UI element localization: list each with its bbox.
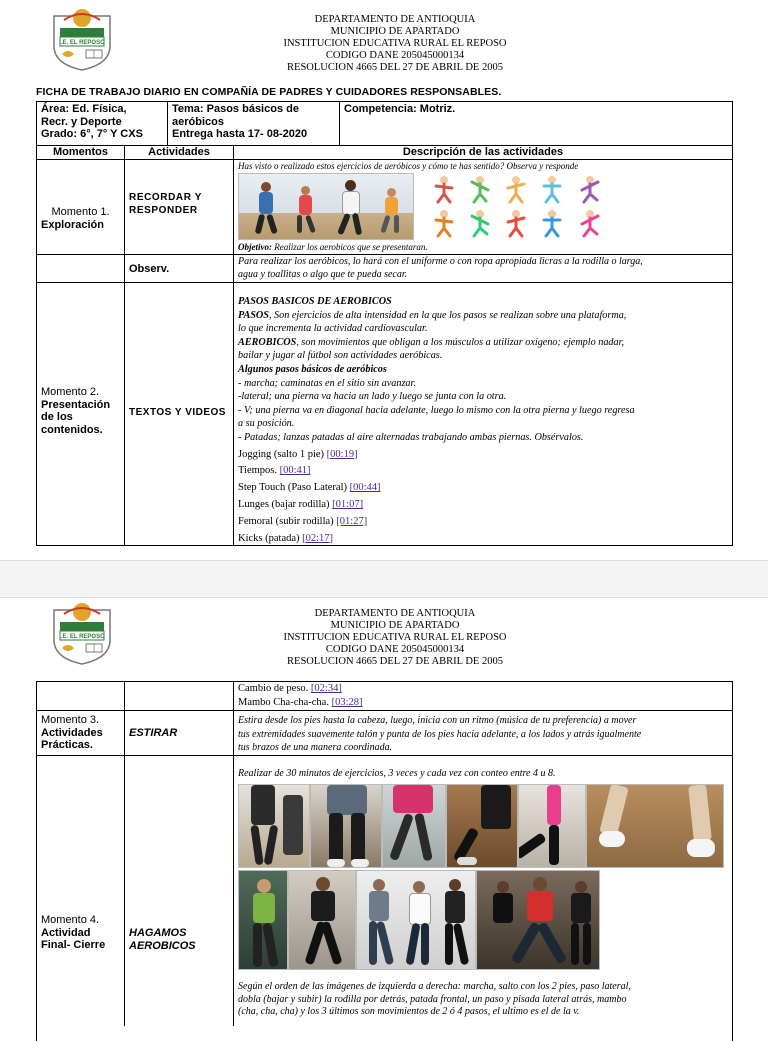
video-item — [238, 514, 728, 531]
video-timestamp-link[interactable]: [03:28] — [331, 697, 363, 708]
momento-3-cell — [37, 711, 125, 756]
school-logo — [46, 6, 118, 72]
continuation-videos — [234, 682, 732, 711]
momento-1-name: Exploración — [41, 218, 104, 231]
front-kick-photo — [518, 784, 586, 868]
momento-3-description — [234, 711, 732, 756]
content-heading: PASOS BASICOS DE AEROBICOS — [238, 296, 392, 307]
logo-text: I.E. EL REPOSO — [59, 634, 105, 640]
video-timestamp-link[interactable]: [01:27] — [336, 515, 368, 527]
momento-1-cell — [37, 160, 125, 255]
step-item: - Patadas; lanzas patadas al aire alternadas trabajando ambas piernas. Obsérvalos. — [238, 431, 584, 443]
momento-4-name: Final- Cierre — [41, 939, 106, 951]
momento-4-cell — [37, 756, 125, 1026]
grade-line: Grado: 6°, 7° Y CXS — [41, 128, 143, 140]
header-line: RESOLUCION 4665 DEL 27 DE ABRIL DE 2005 — [287, 656, 503, 667]
objetivo-line — [238, 242, 728, 253]
competencia-text: Competencia: Motriz. — [344, 103, 456, 115]
video-timestamp-link[interactable]: [00:41] — [279, 465, 311, 477]
momento-2-cell — [37, 283, 125, 545]
stretch-line: tus brazos de una manera coordinada. — [238, 742, 393, 754]
exercise-instructions: Realizar de 30 minutos de ejercicios, 3 veces y cada vez con conteo entre 4 u 8. — [238, 768, 556, 779]
momento-1-description — [234, 160, 732, 255]
momento-4-name: Actividad — [41, 926, 91, 939]
header-line: CODIGO DANE 205045000134 — [325, 644, 465, 655]
step-item: - V; una pierna va en diagonal hacia adelante, luego lo mismo con la otra pierna y luego regresa — [238, 404, 635, 416]
momento-4-label: Momento 4. — [41, 914, 100, 926]
worksheet-page-2 — [0, 596, 768, 1024]
activity-recordar — [125, 160, 234, 255]
school-logo — [46, 600, 118, 666]
pasos-term: PASOS — [238, 309, 269, 321]
march-photo — [238, 784, 310, 868]
competencia-cell — [340, 102, 732, 146]
header-line: RESOLUCION 4665 DEL 27 DE ABRIL DE 2005 — [287, 62, 503, 73]
video-label: Kicks (patada) — [238, 532, 303, 544]
video-item — [238, 696, 728, 710]
column-header-momentos: Momentos — [37, 146, 125, 160]
video-label: Step Touch (Paso Lateral) — [238, 482, 350, 494]
header-line: CODIGO DANE 205045000134 — [325, 50, 465, 61]
activity-line: RECORDAR Y — [129, 192, 203, 203]
mambo-photo — [238, 870, 288, 970]
due-date-line: Entrega hasta 17- 08-2020 — [172, 128, 308, 140]
step-move-photo-1 — [288, 870, 356, 970]
video-timestamp-link[interactable]: [00:19] — [326, 448, 358, 460]
continuation-empty-cell — [37, 682, 125, 711]
column-header-actividades: Actividades — [125, 146, 234, 160]
aerobicos-text: , son movimientos que obligan a los músculos a utilizar oxígeno; ejemplo nadar, — [296, 336, 625, 348]
sequence-line: Según el orden de las imágenes de izquierda a derecha: marcha, salto con los 2 pies, paso lateral, — [238, 981, 631, 992]
header-line: INSTITUCION EDUCATIVA RURAL EL REPOSO — [283, 632, 507, 643]
side-step-photo — [382, 784, 446, 868]
header-line: MUNICIPIO DE APARTADO — [330, 620, 460, 631]
objetivo-text: Realizar los aerobicos que se presentaran. — [272, 242, 428, 252]
sequence-line: dobla (bajar y subir) la rodilla por detrás, patada frontal, un paso y pisada lateral atrás, mambo — [238, 993, 627, 1005]
video-timestamp-link[interactable]: [02:34] — [310, 683, 342, 694]
worksheet-title: FICHA DE TRABAJO DIARIO EN COMPAÑÍA DE PADRES Y CUIDADORES RESPONSABLES. — [36, 86, 502, 98]
pasos-text: , Son ejercicios de alta intensidad en la que los pasos se realizan sobre una plataforma, — [268, 309, 627, 321]
video-item — [238, 531, 728, 545]
step-item: - marcha; caminatas en el sitio sin avanzar. — [238, 377, 416, 389]
aerobicos-term: AEROBICOS — [238, 336, 297, 348]
momento-4-description — [234, 756, 732, 1026]
video-item — [238, 463, 728, 480]
column-header-descripcion: Descripción de las actividades — [234, 146, 732, 160]
activity-line: HAGAMOS — [129, 927, 187, 939]
logo-text: I.E. EL REPOSO — [59, 40, 105, 46]
video-label: Lunges (bajar rodilla) — [238, 498, 333, 510]
video-label: Mambo Cha-cha-cha. — [238, 697, 332, 708]
sequence-explanation — [238, 981, 728, 1019]
momento-2-description — [234, 283, 732, 545]
page-separator — [0, 560, 768, 598]
step-item: -lateral; una pierna va hacia un lado y luego se junta con la otra. — [238, 391, 507, 403]
v-step-photo — [476, 870, 600, 970]
step-move-photo-2 — [356, 870, 476, 970]
objetivo-label: Objetivo: — [238, 242, 272, 252]
video-label: Tiempos. — [238, 465, 280, 477]
observ-line: agua y toallitas o algo que te pueda secar. — [238, 269, 408, 280]
video-timestamp-link[interactable]: [00:44] — [349, 482, 381, 494]
video-label: Cambio de peso. — [238, 683, 311, 694]
activity-textos-videos: TEXTOS Y VIDEOS — [125, 283, 234, 545]
activity-estirar: ESTIRAR — [125, 711, 234, 756]
basic-steps-heading: Algunos pasos básicos de aeróbicos — [238, 363, 387, 375]
institution-header — [230, 14, 560, 74]
tema-line: aeróbicos — [172, 115, 224, 128]
observ-text — [234, 255, 732, 283]
video-item — [238, 682, 728, 696]
video-label: Femoral (subir rodilla) — [238, 515, 337, 527]
momento-3-name: Actividades — [41, 726, 103, 739]
tema-cell — [168, 102, 340, 146]
exploration-question: Has visto o realizado estos ejercicios de aeróbicos y cómo te has sentido? Observa y responde — [238, 161, 579, 171]
header-line: MUNICIPIO DE APARTADO — [330, 26, 460, 37]
momento-2-label: Momento 2. — [41, 386, 100, 398]
aerobicos-definition — [238, 336, 728, 350]
sequence-line: (cha, cha, cha) y los 3 últimos son movimientos de 2 ó 4 pasos, el ultimo es el de la v. — [238, 1006, 580, 1017]
area-line: Área: Ed. Física, — [41, 103, 127, 115]
momento-3-name: Prácticas. — [41, 739, 93, 751]
video-item — [238, 480, 728, 497]
header-line: INSTITUCION EDUCATIVA RURAL EL REPOSO — [283, 38, 507, 49]
header-line: DEPARTAMENTO DE ANTIOQUIA — [314, 608, 476, 619]
video-timestamp-link[interactable]: [01:07] — [332, 498, 364, 510]
area-line: Recr. y Deporte — [41, 115, 122, 128]
video-timestamp-link[interactable]: [02:17] — [302, 532, 334, 544]
activity-line: AEROBICOS — [129, 939, 196, 952]
momento-2-name: contenidos. — [41, 423, 103, 436]
step-item: a su posición. — [238, 418, 295, 430]
knee-bend-photo — [446, 784, 518, 868]
institution-header — [230, 608, 560, 668]
observ-line: Para realizar los aeróbicos, lo hará con el uniforme o con ropa apropiada licras a la rodilla o larga, — [238, 256, 643, 267]
aerobicos-text: bailar y jugar al fútbol son actividades aeróbicas. — [238, 350, 443, 362]
header-line: DEPARTAMENTO DE ANTIOQUIA — [314, 14, 476, 25]
stretch-line: Estira desde los pies hasta la cabeza, luego, inicia con un ritmo (música de tu preferencia) a mover — [238, 715, 637, 726]
aerobics-class-photo — [238, 173, 414, 240]
area-cell — [37, 102, 168, 146]
momento-1-label: Momento 1. — [51, 206, 110, 218]
video-item — [238, 447, 728, 464]
continuation-empty-cell — [125, 682, 234, 711]
momento-2-name: de los — [41, 411, 73, 423]
activities-table-continued — [36, 681, 733, 1041]
observ-label: Observ. — [125, 255, 234, 283]
video-item — [238, 497, 728, 514]
video-label: Jogging (salto 1 pie) — [238, 448, 327, 460]
momento-2-name: Presentación — [41, 398, 111, 411]
activity-line: RESPONDER — [129, 204, 198, 216]
aerobics-cartoon-figures — [430, 174, 610, 240]
observ-empty-cell — [37, 255, 125, 283]
step-back-photo — [586, 784, 724, 868]
momento-3-label: Momento 3. — [41, 714, 100, 726]
pasos-definition — [238, 309, 728, 323]
pasos-text: lo que incrementa la actividad cardiovascular. — [238, 323, 428, 335]
tema-line: Tema: Pasos básicos de — [172, 103, 299, 115]
activities-table — [36, 101, 733, 546]
activity-hagamos-aerobicos — [125, 756, 234, 1026]
jump-photo — [310, 784, 382, 868]
stretch-line: tus extremidades suavemente talón y punta de los pies hacia adelante, a los lados y atrás igualmente — [238, 728, 642, 740]
